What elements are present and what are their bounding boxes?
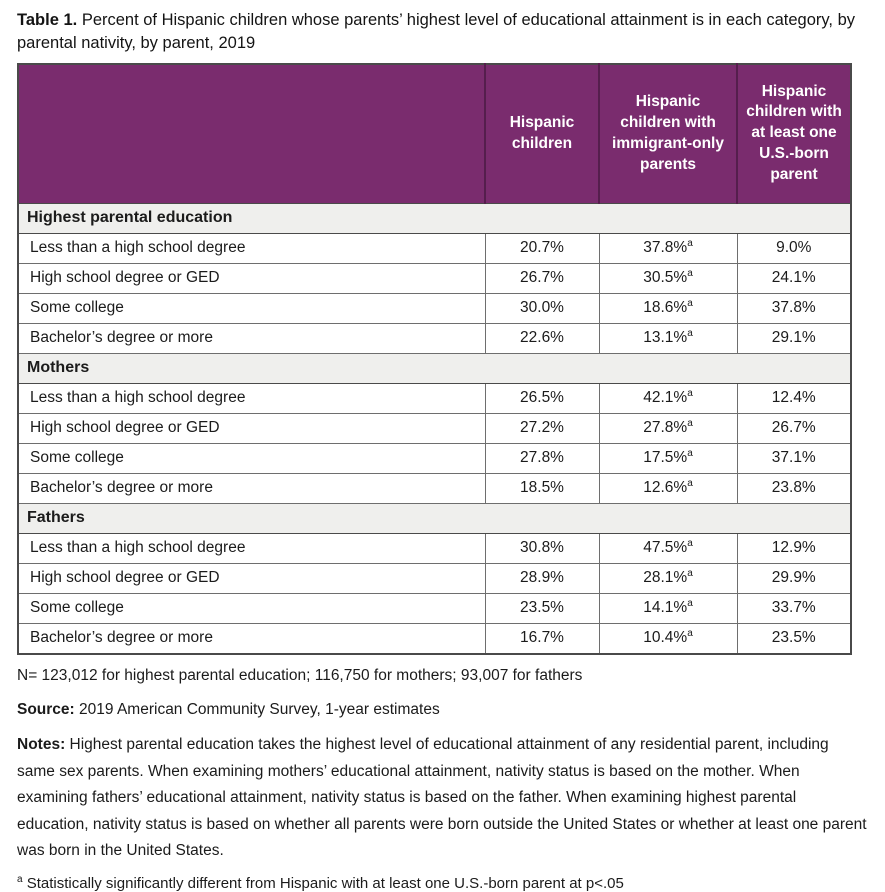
significance-marker: a bbox=[687, 567, 693, 579]
value-text: 37.8% bbox=[771, 298, 816, 316]
significance-marker: a bbox=[687, 237, 693, 249]
value-cell bbox=[737, 473, 851, 503]
row-label: Some college bbox=[18, 293, 485, 323]
value-text: 33.7% bbox=[771, 598, 816, 616]
value-text: 22.6% bbox=[520, 328, 564, 346]
value-text: 37.8% bbox=[643, 238, 688, 256]
table-title-label: Table 1. bbox=[17, 11, 78, 29]
value-cell bbox=[737, 293, 851, 323]
value-text: 9.0% bbox=[776, 238, 812, 256]
value-text: 42.1% bbox=[643, 388, 688, 406]
value-cell bbox=[599, 563, 737, 593]
value-text: 14.1% bbox=[643, 598, 688, 616]
value-cell bbox=[737, 233, 851, 263]
notes-paragraph bbox=[17, 732, 870, 865]
value-cell bbox=[485, 623, 599, 654]
education-attainment-table bbox=[17, 63, 852, 655]
row-label: Some college bbox=[18, 593, 485, 623]
value-cell bbox=[599, 593, 737, 623]
table-row bbox=[18, 563, 851, 593]
value-cell bbox=[485, 533, 599, 563]
table-footer bbox=[17, 667, 870, 892]
row-label: Bachelor’s degree or more bbox=[18, 323, 485, 353]
footnote-text: Statistically significantly different from Hispanic with at least one U.S.-born parent at p<.05 bbox=[26, 875, 624, 892]
table-row bbox=[18, 593, 851, 623]
table-title bbox=[17, 9, 865, 56]
value-text: 26.5% bbox=[520, 388, 564, 406]
significance-marker: a bbox=[687, 297, 693, 309]
value-cell bbox=[737, 563, 851, 593]
value-cell bbox=[737, 383, 851, 413]
value-text: 17.5% bbox=[643, 448, 688, 466]
table-title-text: Percent of Hispanic children whose parents’ highest level of educational attainment is in each category, by parental nativity, by parent, 2019 bbox=[17, 11, 856, 53]
significance-marker: a bbox=[687, 627, 693, 639]
row-label: High school degree or GED bbox=[18, 563, 485, 593]
table-header bbox=[18, 64, 851, 204]
row-label: Some college bbox=[18, 443, 485, 473]
section-header-label: Mothers bbox=[18, 353, 851, 383]
value-text: 26.7% bbox=[771, 418, 816, 436]
value-cell bbox=[737, 413, 851, 443]
notes-label: Notes: bbox=[17, 735, 66, 753]
value-cell bbox=[599, 443, 737, 473]
value-text: 30.8% bbox=[520, 538, 564, 556]
value-cell bbox=[485, 413, 599, 443]
value-cell bbox=[599, 473, 737, 503]
value-text: 27.2% bbox=[520, 418, 564, 436]
section-header-label: Fathers bbox=[18, 503, 851, 533]
table-row bbox=[18, 473, 851, 503]
value-cell bbox=[485, 443, 599, 473]
value-text: 47.5% bbox=[643, 538, 688, 556]
significance-marker: a bbox=[687, 387, 693, 399]
value-cell bbox=[485, 233, 599, 263]
value-cell bbox=[599, 623, 737, 654]
value-text: 12.9% bbox=[771, 538, 816, 556]
sample-size-note: N= 123,012 for highest parental education; 116,750 for mothers; 93,007 for fathers bbox=[17, 666, 583, 684]
value-cell bbox=[485, 473, 599, 503]
row-label: Bachelor’s degree or more bbox=[18, 623, 485, 654]
notes-text: Highest parental education takes the highest level of educational attainment of any residential parent, including same sex parents. When examining mothers’ educational attainment, nativity status is based on the mother. When examining fathers’ educational attainment, nativity status is based on the father. When examining highest parental education, nativity status is based on whether all parents were born outside the United States or whether at least one parent was born in the United States. bbox=[17, 735, 867, 860]
value-cell bbox=[485, 593, 599, 623]
value-cell bbox=[485, 563, 599, 593]
header-empty-cell bbox=[18, 64, 485, 204]
value-cell bbox=[737, 323, 851, 353]
header-row bbox=[18, 64, 851, 204]
value-text: 18.5% bbox=[520, 478, 564, 496]
row-label: Bachelor’s degree or more bbox=[18, 473, 485, 503]
table-row bbox=[18, 623, 851, 654]
value-text: 23.5% bbox=[520, 598, 564, 616]
value-cell bbox=[599, 323, 737, 353]
value-cell bbox=[737, 623, 851, 654]
significance-marker: a bbox=[687, 267, 693, 279]
table-row bbox=[18, 533, 851, 563]
value-text: 30.5% bbox=[643, 268, 688, 286]
significance-marker: a bbox=[687, 537, 693, 549]
table-body bbox=[18, 203, 851, 654]
section-header-row bbox=[18, 503, 851, 533]
value-text: 29.9% bbox=[771, 568, 816, 586]
value-text: 28.1% bbox=[643, 568, 688, 586]
row-label: High school degree or GED bbox=[18, 263, 485, 293]
footnote-marker: a bbox=[17, 874, 23, 886]
value-text: 23.5% bbox=[771, 628, 816, 646]
table-row bbox=[18, 293, 851, 323]
source-text: 2019 American Community Survey, 1-year estimates bbox=[79, 700, 440, 718]
row-label: High school degree or GED bbox=[18, 413, 485, 443]
value-cell bbox=[485, 263, 599, 293]
source-note bbox=[17, 701, 870, 719]
value-text: 27.8% bbox=[643, 418, 688, 436]
value-cell bbox=[599, 293, 737, 323]
row-label: Less than a high school degree bbox=[18, 533, 485, 563]
value-cell bbox=[485, 323, 599, 353]
value-cell bbox=[737, 443, 851, 473]
value-text: 37.1% bbox=[771, 448, 816, 466]
source-label: Source: bbox=[17, 700, 75, 718]
value-text: 10.4% bbox=[643, 628, 688, 646]
header-col-us-born-parent: Hispanic children with at least one U.S.-born parent bbox=[737, 64, 851, 204]
section-header-row bbox=[18, 353, 851, 383]
value-text: 29.1% bbox=[771, 328, 816, 346]
significance-marker: a bbox=[687, 447, 693, 459]
header-col-hispanic-children: Hispanic children bbox=[485, 64, 599, 204]
table-row bbox=[18, 443, 851, 473]
value-cell bbox=[737, 263, 851, 293]
table-row bbox=[18, 233, 851, 263]
table-row bbox=[18, 383, 851, 413]
value-text: 13.1% bbox=[643, 328, 688, 346]
significance-marker: a bbox=[687, 417, 693, 429]
section-header-label: Highest parental education bbox=[18, 203, 851, 233]
value-text: 30.0% bbox=[520, 298, 564, 316]
value-cell bbox=[485, 293, 599, 323]
table-row bbox=[18, 263, 851, 293]
value-text: 16.7% bbox=[520, 628, 564, 646]
value-text: 12.6% bbox=[643, 478, 688, 496]
significance-marker: a bbox=[687, 327, 693, 339]
section-header-row bbox=[18, 203, 851, 233]
value-text: 18.6% bbox=[643, 298, 688, 316]
value-cell bbox=[599, 233, 737, 263]
value-text: 27.8% bbox=[520, 448, 564, 466]
table-row bbox=[18, 413, 851, 443]
table-row bbox=[18, 323, 851, 353]
value-cell bbox=[737, 533, 851, 563]
significance-marker: a bbox=[687, 477, 693, 489]
value-cell bbox=[599, 383, 737, 413]
row-label: Less than a high school degree bbox=[18, 383, 485, 413]
value-cell bbox=[599, 413, 737, 443]
value-text: 24.1% bbox=[771, 268, 816, 286]
value-cell bbox=[599, 533, 737, 563]
value-cell bbox=[485, 383, 599, 413]
value-text: 12.4% bbox=[771, 388, 816, 406]
value-text: 26.7% bbox=[520, 268, 564, 286]
value-text: 23.8% bbox=[771, 478, 816, 496]
value-cell bbox=[599, 263, 737, 293]
value-text: 28.9% bbox=[520, 568, 564, 586]
significance-footnote bbox=[17, 874, 870, 892]
value-text: 20.7% bbox=[520, 238, 564, 256]
significance-marker: a bbox=[687, 597, 693, 609]
value-cell bbox=[737, 593, 851, 623]
header-col-immigrant-only-parents: Hispanic children with immigrant-only parents bbox=[599, 64, 737, 204]
row-label: Less than a high school degree bbox=[18, 233, 485, 263]
